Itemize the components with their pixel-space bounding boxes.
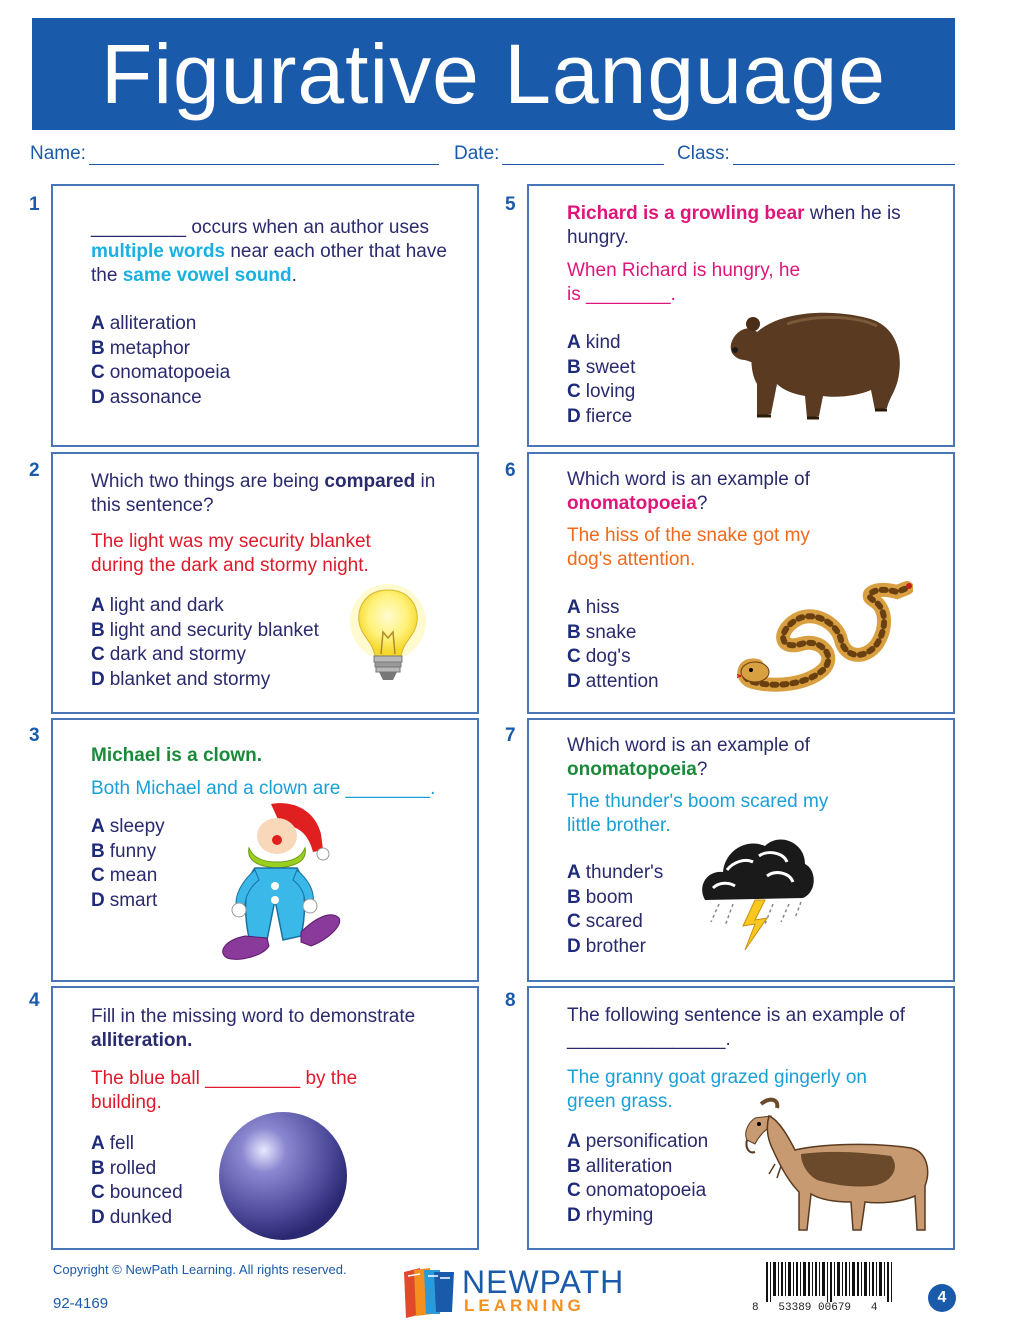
page-title: Figurative Language (101, 27, 886, 121)
option-d[interactable]: D rhyming (567, 1204, 654, 1226)
prompt: Both Michael and a clown are ________. (91, 778, 436, 799)
option-c[interactable]: C dog's (567, 646, 631, 667)
option-d[interactable]: D blanket and stormy (91, 668, 271, 690)
logo-text-newpath: NEWPATH (462, 1264, 625, 1300)
option-b[interactable]: B light and security blanket (91, 619, 319, 641)
bear-icon (727, 304, 905, 432)
example-sentence: The light was my security blanket during the dark and stormy night. (91, 531, 371, 576)
logo-text-learning: LEARNING (464, 1296, 585, 1315)
clown-icon (215, 800, 345, 968)
option-b[interactable]: B boom (567, 886, 634, 908)
question-stem: The following sentence is an example of _______________. (567, 1005, 905, 1050)
barcode (752, 1262, 912, 1318)
option-c[interactable]: C bounced (91, 1182, 183, 1203)
question-number: 1 (29, 194, 40, 215)
option-a[interactable]: A kind (567, 332, 621, 353)
question-card-7 (527, 718, 955, 982)
newpath-logo (400, 1264, 630, 1318)
question-stem: Which two things are being compared in this sentence? (91, 471, 436, 516)
storm-cloud-icon (697, 826, 817, 954)
snake-icon (737, 578, 913, 694)
option-c[interactable]: C loving (567, 381, 636, 402)
option-a[interactable]: A alliteration (91, 313, 197, 334)
option-a[interactable]: A personification (567, 1131, 709, 1152)
example-sentence: The blue ball _________ by the building. (91, 1068, 358, 1113)
question-number: 5 (505, 194, 516, 215)
goat-icon (741, 1094, 951, 1240)
question-stem: Which word is an example of onomatopoeia? (567, 735, 810, 780)
option-a[interactable]: A light and dark (91, 595, 224, 616)
class-field[interactable] (677, 143, 955, 165)
option-b[interactable]: B sweet (567, 356, 636, 378)
question-number: 2 (29, 460, 40, 481)
book-logo-icon (400, 1264, 460, 1318)
option-c[interactable]: C dark and stormy (91, 644, 246, 665)
question-stem: Richard is a growling bear when he is hungry. (567, 203, 901, 248)
question-card-4 (51, 986, 479, 1250)
option-c[interactable]: C onomatopoeia (567, 1180, 707, 1201)
question-stem: Which word is an example of onomatopoeia? (567, 469, 810, 514)
question-card-8 (527, 986, 955, 1250)
option-b[interactable]: B snake (567, 621, 637, 643)
title-banner (32, 18, 955, 130)
option-a[interactable]: A thunder's (567, 862, 664, 883)
blue-ball-icon (217, 1110, 349, 1242)
option-c[interactable]: C mean (91, 865, 158, 886)
option-a[interactable]: A hiss (567, 597, 620, 618)
question-number: 3 (29, 725, 40, 746)
question-number: 6 (505, 460, 516, 481)
example-sentence: The thunder's boom scared my little brother. (567, 791, 829, 836)
option-c[interactable]: C onomatopoeia (91, 362, 231, 383)
option-d[interactable]: D smart (91, 889, 158, 911)
question-number: 4 (29, 990, 40, 1011)
option-d[interactable]: D assonance (91, 386, 202, 408)
light-bulb-icon (343, 582, 433, 692)
question-number: 8 (505, 990, 516, 1011)
question-stem: _________ occurs when an author uses multiple words near each other that have the same vowel sound. (91, 217, 447, 286)
student-info-row (30, 143, 955, 165)
question-card-6 (527, 452, 955, 714)
example-sentence: The granny goat grazed gingerly on green grass. (567, 1067, 867, 1112)
question-card-1 (51, 184, 479, 447)
name-field[interactable] (30, 143, 439, 165)
question-card-2 (51, 452, 479, 714)
option-d[interactable]: D dunked (91, 1206, 173, 1228)
date-label: Date: (454, 143, 500, 164)
question-card-3 (51, 718, 479, 982)
question-number: 7 (505, 725, 516, 746)
page-number-badge: 4 (928, 1284, 956, 1312)
option-d[interactable]: D brother (567, 935, 646, 957)
class-label: Class: (677, 143, 730, 164)
option-b[interactable]: B metaphor (91, 337, 191, 359)
barcode-icon (752, 1262, 912, 1302)
option-d[interactable]: D fierce (567, 405, 633, 427)
option-a[interactable]: A sleepy (91, 816, 165, 837)
copyright-text: Copyright © NewPath Learning. All rights reserved. (53, 1262, 347, 1277)
date-line[interactable] (502, 147, 664, 165)
class-line[interactable] (733, 147, 955, 165)
prompt: When Richard is hungry, he is ________. (567, 260, 801, 305)
barcode-digits: 8 53389 00679 4 (752, 1302, 878, 1314)
name-line[interactable] (89, 147, 439, 165)
question-stem: Fill in the missing word to demonstrate alliteration. (91, 1006, 416, 1051)
answer-options (91, 312, 469, 410)
option-a[interactable]: A fell (91, 1133, 135, 1154)
name-label: Name: (30, 143, 86, 164)
option-b[interactable]: B alliteration (567, 1155, 673, 1177)
product-code: 92-4169 (53, 1295, 109, 1312)
option-b[interactable]: B rolled (91, 1157, 157, 1179)
question-card-5 (527, 184, 955, 447)
date-field[interactable] (454, 143, 664, 165)
option-d[interactable]: D attention (567, 670, 659, 692)
option-b[interactable]: B funny (91, 840, 157, 862)
option-c[interactable]: C scared (567, 911, 643, 932)
statement: Michael is a clown. (91, 745, 263, 766)
example-sentence: The hiss of the snake got my dog's attention. (567, 525, 810, 570)
